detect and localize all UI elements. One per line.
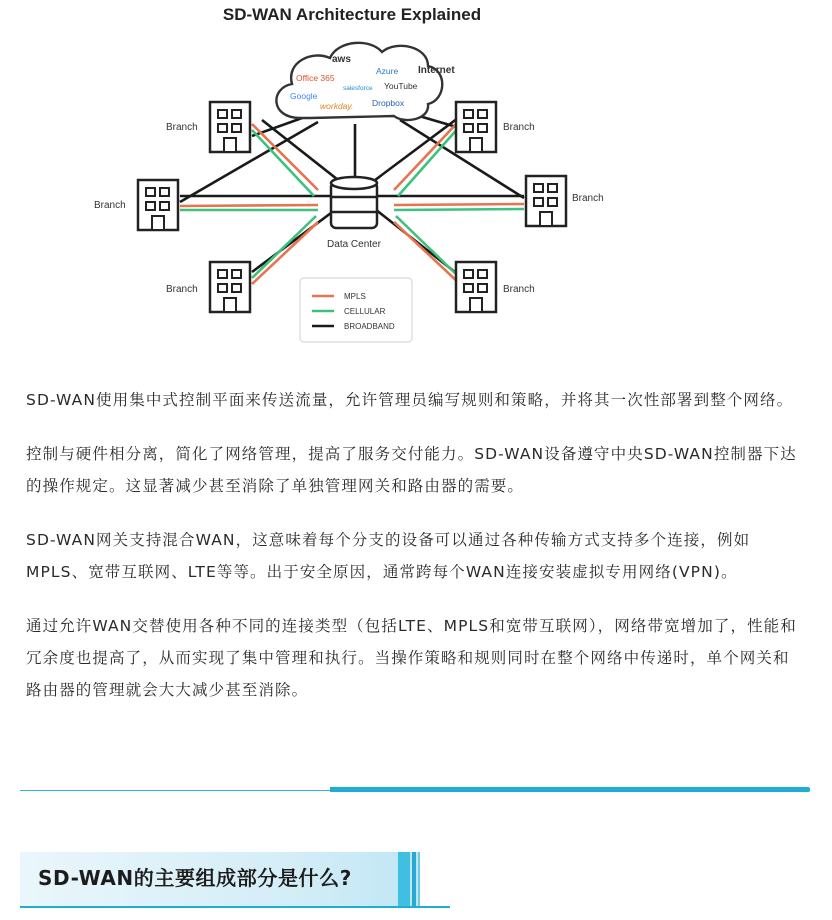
paragraph: 控制与硬件相分离，简化了网络管理，提高了服务交付能力。SD-WAN设备遵守中央SD-WAN控制器下达的操作规定。这显著减少甚至消除了单独管理网关和路由器的需要。 xyxy=(26,445,797,495)
section-heading-box xyxy=(20,852,450,908)
divider-thick-line xyxy=(330,787,810,792)
cloud-service-logo: Office 365 xyxy=(296,73,335,83)
legend-label: CELLULAR xyxy=(344,307,386,316)
heading-accent-bar xyxy=(398,852,410,908)
cloud-service-logo: workday. xyxy=(320,101,354,111)
sd-wan-architecture-diagram xyxy=(0,0,832,360)
cloud-service-logo: Azure xyxy=(376,66,399,76)
heading-accent-bar xyxy=(412,852,416,908)
data-center-label: Data Center xyxy=(327,239,381,250)
paragraph: SD-WAN网关支持混合WAN，这意味着每个分支的设备可以通过各种传输方式支持多个连接，例如 MPLS、宽带互联网、LTE等等。出于安全原因，通常跨每个WAN连接安装虚拟专用网络(VPN)。 xyxy=(26,531,751,581)
branch-label: Branch xyxy=(503,284,535,295)
cloud-service-logo: YouTube xyxy=(384,81,418,91)
heading-underline xyxy=(20,906,450,908)
diagram-title: SD-WAN Architecture Explained xyxy=(222,5,482,24)
cloud-service-logo: Google xyxy=(290,91,318,101)
branch-label: Branch xyxy=(166,122,198,133)
branch-label: Branch xyxy=(94,200,126,211)
article-body xyxy=(26,384,806,728)
branch-building-icon xyxy=(210,262,250,312)
section-heading: SD-WAN的主要组成部分是什么? xyxy=(38,866,352,890)
branch-building-icon xyxy=(210,102,250,152)
cloud-service-logo: Dropbox xyxy=(372,98,405,108)
internet-label: Internet xyxy=(418,65,455,76)
legend-label: MPLS xyxy=(344,292,366,301)
divider-thin-line xyxy=(20,790,330,791)
section-divider xyxy=(20,787,810,793)
paragraph: SD-WAN使用集中式控制平面来传送流量，允许管理员编写规则和策略，并将其一次性部署到整个网络。 xyxy=(26,391,794,409)
legend-label: BROADBAND xyxy=(344,322,395,331)
paragraph: 通过允许WAN交替使用各种不同的连接类型（包括LTE、MPLS和宽带互联网），网络带宽增加了，性能和冗余度也提高了，从而实现了集中管理和执行。当操作策略和规则同时在整个网络中传递时，单个网关和路由器的管理就会大大减少甚至消除。 xyxy=(26,617,797,699)
heading-accent-bar xyxy=(418,852,420,908)
branch-label: Branch xyxy=(503,122,535,133)
branch-building-icon xyxy=(456,102,496,152)
branch-label: Branch xyxy=(572,193,604,204)
branch-label: Branch xyxy=(166,284,198,295)
branch-building-icon xyxy=(526,176,566,226)
cloud-service-logo: aws xyxy=(332,54,351,65)
diagram-legend xyxy=(300,278,412,342)
cloud-service-logo: salesforce xyxy=(343,85,373,92)
data-center-icon xyxy=(331,177,377,228)
branch-building-icon xyxy=(456,262,496,312)
branch-building-icon xyxy=(138,180,178,230)
